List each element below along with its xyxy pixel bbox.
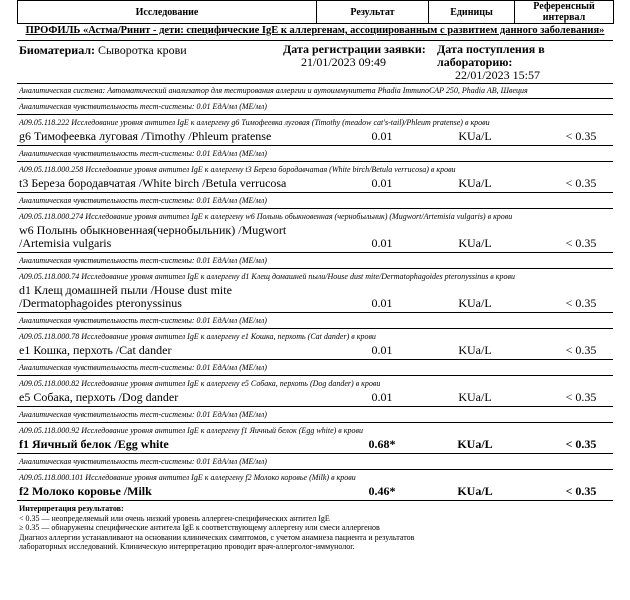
reference-interval: < 0.35 bbox=[565, 129, 597, 143]
result-block bbox=[17, 146, 613, 193]
interpretation-line: Диагноз аллергии устанавливают на основании клинических симптомов, с учетом анамнеза пациента и результатов bbox=[19, 532, 415, 542]
reference-interval: < 0.35 bbox=[565, 484, 597, 498]
result-block bbox=[17, 313, 613, 360]
interpretation-title: Интерпретация результатов: bbox=[19, 504, 124, 513]
result-row bbox=[17, 283, 613, 312]
allergen-name: e5 Собака, перхоть /Dog dander bbox=[19, 390, 179, 404]
result-block bbox=[17, 360, 613, 407]
interpretation-line: ≥ 0.35 — обнаружены специфические антитела IgE к соответствующему аллергену или смеси аллергенов bbox=[19, 523, 380, 532]
sensitivity-note: Аналитическая чувствительность тест-системы: 0.01 ЕдА/мл (МЕ/мл) bbox=[17, 193, 613, 209]
result-row bbox=[17, 437, 613, 453]
sample-info bbox=[17, 41, 613, 84]
reference-interval: < 0.35 bbox=[565, 176, 597, 190]
interpretation-line: лабораторных исследований. Клиническую интерпретацию проводит врач-аллерголог-иммунолог. bbox=[19, 542, 355, 551]
test-description: А09.05.118.000.258 Исследование уровня антител IgE к аллергену t3 Береза бородавчатая (White birch/Betula verrucosa) в крови bbox=[19, 165, 456, 174]
result-unit: KUa/L bbox=[458, 129, 492, 143]
arrival-label: Дата поступления в лабораторию: bbox=[437, 42, 545, 69]
interpretation-line: < 0.35 — неопределяемый или очень низкий уровень аллерген-специфических антител IgE bbox=[19, 513, 330, 523]
test-description: А09.05.118.222 Исследование уровня антител IgE к аллергену g6 Тимофеевка луговая (Timothy (meadow cat's-tail)/Phleum pratense) в крови bbox=[19, 118, 490, 127]
reference-interval: < 0.35 bbox=[565, 296, 597, 310]
header-units: Единицы bbox=[429, 1, 515, 24]
registration-value: 21/01/2023 09:49 bbox=[301, 55, 387, 69]
allergen-name: g6 Тимофеевка луговая /Timothy /Phleum pratense bbox=[19, 129, 272, 143]
result-unit: KUa/L bbox=[458, 390, 492, 404]
sensitivity-note: Аналитическая чувствительность тест-системы: 0.01 ЕдА/мл (МЕ/мл) bbox=[17, 313, 613, 329]
allergen-name: f2 Молоко коровье /Milk bbox=[19, 484, 152, 498]
analytical-system: Аналитическая система: Автоматический анализатор для тестирования аллергии и аутоиммунитета Phadia ImmunoCAP 250, Phadia AB, Швеция bbox=[17, 84, 613, 99]
sensitivity-note: Аналитическая чувствительность тест-системы: 0.01 ЕдА/мл (МЕ/мл) bbox=[17, 407, 613, 423]
test-description: А09.05.118.000.92 Исследование уровня антител IgE к аллергену f1 Яичный белок (Egg white) в крови bbox=[19, 426, 363, 435]
result-value: 0.01 bbox=[371, 236, 393, 250]
result-unit: KUa/L bbox=[458, 176, 492, 190]
sensitivity-note: Аналитическая чувствительность тест-системы: 0.01 ЕдА/мл (МЕ/мл) bbox=[17, 146, 613, 162]
result-value: 0.01 bbox=[371, 390, 393, 404]
test-description: А09.05.118.000.82 Исследование уровня антител IgE к аллергену e5 Собака, перхоть (Dog dander) в крови bbox=[19, 379, 381, 388]
reference-interval: < 0.35 bbox=[565, 390, 597, 404]
header-result: Результат bbox=[317, 1, 429, 24]
result-block bbox=[17, 454, 613, 501]
allergen-name: d1 Клещ домашней пыли /House dust mite /Dermatophagoides pteronyssinus bbox=[19, 283, 232, 310]
result-block bbox=[17, 193, 613, 253]
reference-interval: < 0.35 bbox=[565, 343, 597, 357]
biomaterial-value: Сыворотка крови bbox=[98, 43, 187, 57]
result-row bbox=[17, 176, 613, 192]
sensitivity-note: Аналитическая чувствительность тест-системы: 0.01 ЕдА/мл (МЕ/мл) bbox=[17, 454, 613, 470]
biomaterial-label: Биоматериал: bbox=[19, 43, 96, 57]
arrival-date bbox=[437, 43, 613, 82]
test-description: А09.05.118.000.101 Исследование уровня антител IgE к аллергену f2 Молоко коровье (Milk) в крови bbox=[19, 473, 356, 482]
allergen-name: t3 Береза бородавчатая /White birch /Betula verrucosa bbox=[19, 176, 287, 190]
profile-title: ПРОФИЛЬ «Астма/Ринит - дети: специфические IgE к аллергенам, ассоциированным с развитием данного заболевания» bbox=[17, 24, 613, 41]
reference-interval: < 0.35 bbox=[565, 437, 597, 451]
test-description: А09.05.118.000.274 Исследование уровня антител IgE к аллергену w6 Полынь обыкновенная (чернобыльник) (Mugwort/Artemisia vulgaris) в крови bbox=[19, 212, 513, 221]
reference-interval: < 0.35 bbox=[565, 236, 597, 250]
results-list bbox=[17, 99, 613, 501]
lab-report bbox=[17, 0, 613, 555]
result-unit: KUa/L bbox=[458, 296, 492, 310]
allergen-name: f1 Яичный белок /Egg white bbox=[19, 437, 169, 451]
result-value: 0.01 bbox=[371, 296, 393, 310]
interpretation bbox=[17, 501, 613, 555]
result-value: 0.01 bbox=[371, 176, 393, 190]
test-description: А09.05.118.000.74 Исследование уровня антител IgE к аллергену d1 Клещ домашней пыли/House dust mite/Dermatophagoides pteronyssinus в крови bbox=[19, 272, 515, 281]
sensitivity-note: Аналитическая чувствительность тест-системы: 0.01 ЕдА/мл (МЕ/мл) bbox=[17, 360, 613, 376]
biomaterial bbox=[19, 43, 187, 58]
result-value: 0.01 bbox=[371, 343, 393, 357]
result-row bbox=[17, 343, 613, 359]
result-block bbox=[17, 253, 613, 313]
registration-label: Дата регистрации заявки: bbox=[283, 42, 426, 56]
allergen-name: w6 Полынь обыкновенная(чернобыльник) /Mugwort /Artemisia vulgaris bbox=[19, 223, 287, 250]
sensitivity-note: Аналитическая чувствительность тест-системы: 0.01 ЕдА/мл (МЕ/мл) bbox=[17, 99, 613, 115]
header-study: Исследование bbox=[18, 1, 317, 24]
registration-date bbox=[283, 43, 426, 69]
result-unit: KUa/L bbox=[457, 484, 493, 498]
result-value: 0.46* bbox=[368, 484, 396, 498]
result-row bbox=[17, 390, 613, 406]
result-row bbox=[17, 223, 613, 252]
result-unit: KUa/L bbox=[458, 236, 492, 250]
test-description: А09.05.118.000.78 Исследование уровня антител IgE к аллергену e1 Кошка, перхоть (Cat dander) в крови bbox=[19, 332, 376, 341]
allergen-name: e1 Кошка, перхоть /Cat dander bbox=[19, 343, 172, 357]
result-block bbox=[17, 407, 613, 454]
header-reference: Референсный интервал bbox=[515, 1, 614, 24]
sensitivity-note: Аналитическая чувствительность тест-системы: 0.01 ЕдА/мл (МЕ/мл) bbox=[17, 253, 613, 269]
table-header bbox=[17, 0, 614, 24]
result-row bbox=[17, 484, 613, 500]
result-value: 0.68* bbox=[368, 437, 396, 451]
result-block bbox=[17, 99, 613, 146]
result-row bbox=[17, 129, 613, 145]
arrival-value: 22/01/2023 15:57 bbox=[455, 68, 541, 82]
result-unit: KUa/L bbox=[458, 343, 492, 357]
result-value: 0.01 bbox=[371, 129, 393, 143]
result-unit: KUa/L bbox=[457, 437, 493, 451]
